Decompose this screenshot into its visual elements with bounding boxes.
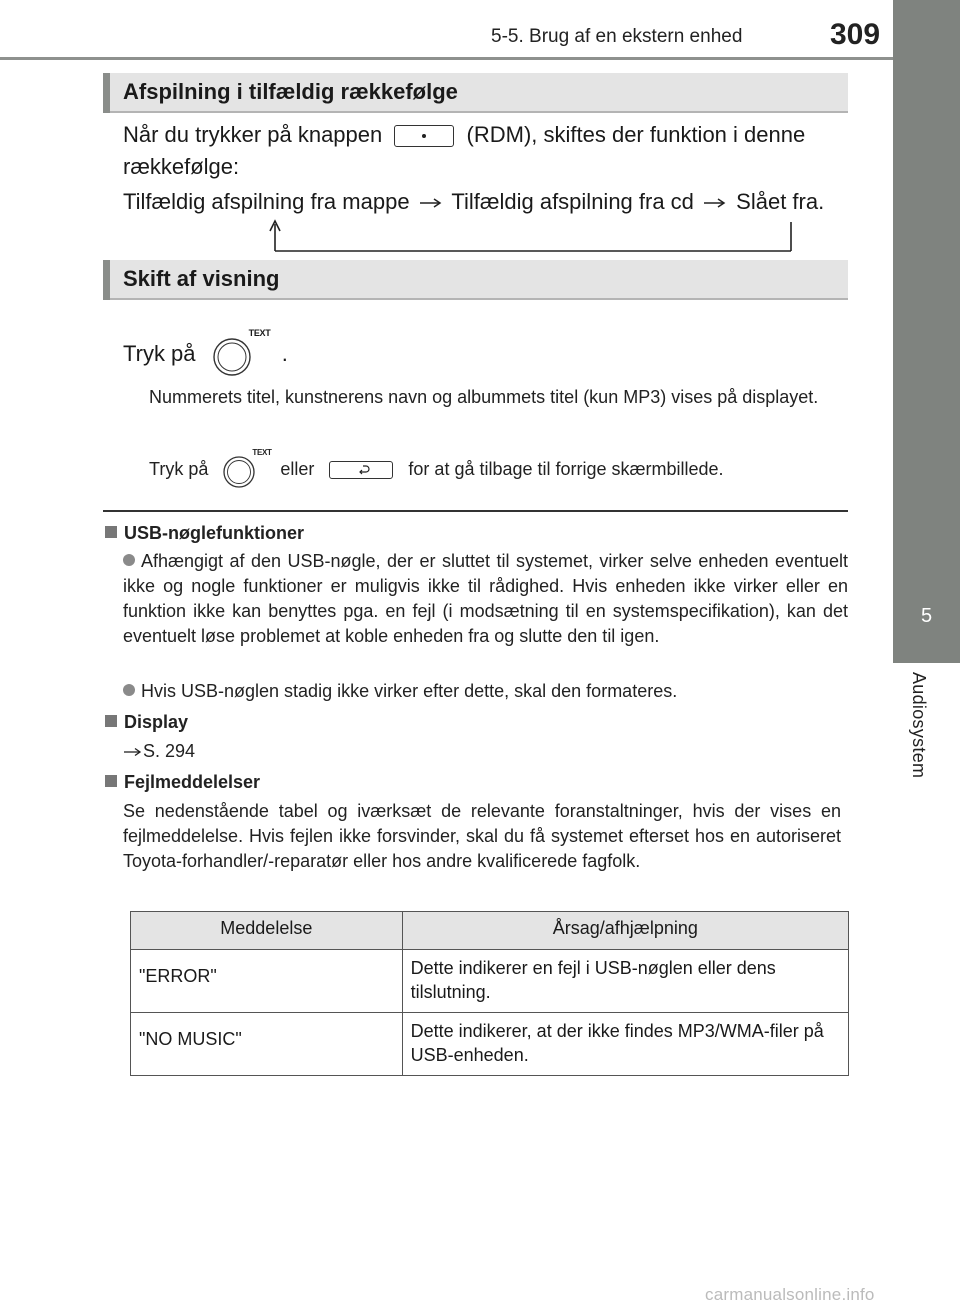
table-cell-cause: Dette indikerer en fejl i USB-nøglen eller dens tilslutning.	[402, 950, 848, 1013]
back-text-b: eller	[280, 458, 315, 479]
right-arrow-icon	[418, 196, 444, 210]
press-text-b: .	[281, 340, 288, 366]
rdm-button-icon	[394, 125, 454, 147]
usb-item-2	[123, 679, 848, 704]
back-text-a: Tryk på	[149, 458, 209, 479]
table-header-message: Meddelelse	[131, 912, 403, 950]
random-sequence	[123, 186, 824, 218]
table-header-cause: Årsag/afhjælpning	[402, 912, 848, 950]
table-cell-message: "ERROR"	[131, 950, 403, 1013]
right-arrow-icon	[123, 746, 143, 758]
random-intro	[123, 119, 848, 151]
text-knob-icon	[217, 448, 275, 488]
errors-body: Se nedenstående tabel og iværksæt de relevante foranstaltninger, hvis der vises en fejlmeddelelse. Hvis fejlen ikke forsvinder, skal du få systemet efterset hos en autoriseret Toyota-forhandler/-reparatør eller hos andre kvalificerede fagfolk.	[123, 801, 841, 871]
display-heading-text: Display	[124, 712, 189, 732]
header-rule	[0, 57, 893, 60]
section-title: 5-5. Brug af en ekstern enhed	[491, 26, 743, 47]
usb-item-2-text: Hvis USB-nøglen stadig ikke virker efter dette, skal den formateres.	[141, 681, 678, 701]
press-text-instruction	[123, 328, 288, 376]
back-instruction	[149, 448, 724, 488]
square-bullet-icon	[105, 715, 117, 727]
round-bullet-icon	[123, 684, 135, 696]
usb-item-1-text: Afhængigt af den USB-nøgle, der er sluttet til systemet, virker selve enheden eventuelt ikke og nogle funktioner er muligvis ikke til rådighed. Hvis enheden ikke virker eller en funktion ikke kan benyttes pga. en fejl (i modsætning til en systemspecifikation), kan det eventuelt løse problemet at koble enheden fra og slutte den til igen.	[123, 551, 848, 646]
table-row	[131, 1013, 849, 1076]
divider	[103, 510, 848, 512]
section-header-display-switch	[103, 260, 848, 300]
section-marker	[103, 73, 110, 113]
knob-label: TEXT	[252, 448, 272, 457]
random-intro-a: Når du trykker på knappen	[123, 122, 383, 147]
watermark: carmanualsonline.info	[705, 1285, 875, 1304]
table-row	[131, 950, 849, 1013]
usb-item-1	[123, 549, 848, 649]
usb-heading-text: USB-nøglefunktioner	[124, 523, 304, 543]
square-bullet-icon	[105, 526, 117, 538]
errors-heading	[105, 770, 260, 795]
random-intro-b: (RDM), skiftes der funktion i denne	[466, 122, 806, 147]
chapter-label: Audiosystem	[909, 672, 929, 779]
chapter-tab	[893, 0, 960, 663]
section-title-random: Afspilning i tilfældig rækkefølge	[123, 79, 458, 104]
text-knob-icon	[206, 328, 276, 376]
square-bullet-icon	[105, 775, 117, 787]
chapter-number: 5	[920, 605, 933, 627]
back-text-c: for at gå tilbage til forrige skærmbillede.	[408, 458, 724, 479]
error-message-table	[130, 911, 849, 1076]
table-cell-cause: Dette indikerer, at der ikke findes MP3/WMA-filer på USB-enheden.	[402, 1013, 848, 1076]
round-bullet-icon	[123, 554, 135, 566]
sequence-step-3: Slået fra.	[736, 189, 825, 214]
section-header-random	[103, 73, 848, 113]
display-reference	[123, 739, 195, 764]
section-title-display-switch: Skift af visning	[123, 266, 280, 291]
right-arrow-icon	[702, 196, 728, 210]
section-marker	[103, 260, 110, 300]
usb-heading	[105, 521, 304, 546]
errors-heading-text: Fejlmeddelelser	[124, 772, 261, 792]
page-number: 309	[830, 18, 881, 51]
table-cell-message: "NO MUSIC"	[131, 1013, 403, 1076]
press-text-a: Tryk på	[123, 340, 196, 366]
display-note: Nummerets titel, kunstnerens navn og albummets titel (kun MP3) vises på displayet.	[149, 387, 819, 407]
display-ref-text: S. 294	[143, 741, 196, 761]
back-button-icon	[329, 461, 393, 479]
random-intro-c: rækkefølge:	[123, 154, 240, 179]
knob-label: TEXT	[248, 328, 271, 338]
display-heading	[105, 710, 188, 735]
cycle-return-arrow-icon	[260, 218, 800, 258]
table-header-row	[131, 912, 849, 950]
sequence-step-1: Tilfældig afspilning fra mappe	[123, 189, 410, 214]
sequence-step-2: Tilfældig afspilning fra cd	[451, 189, 694, 214]
